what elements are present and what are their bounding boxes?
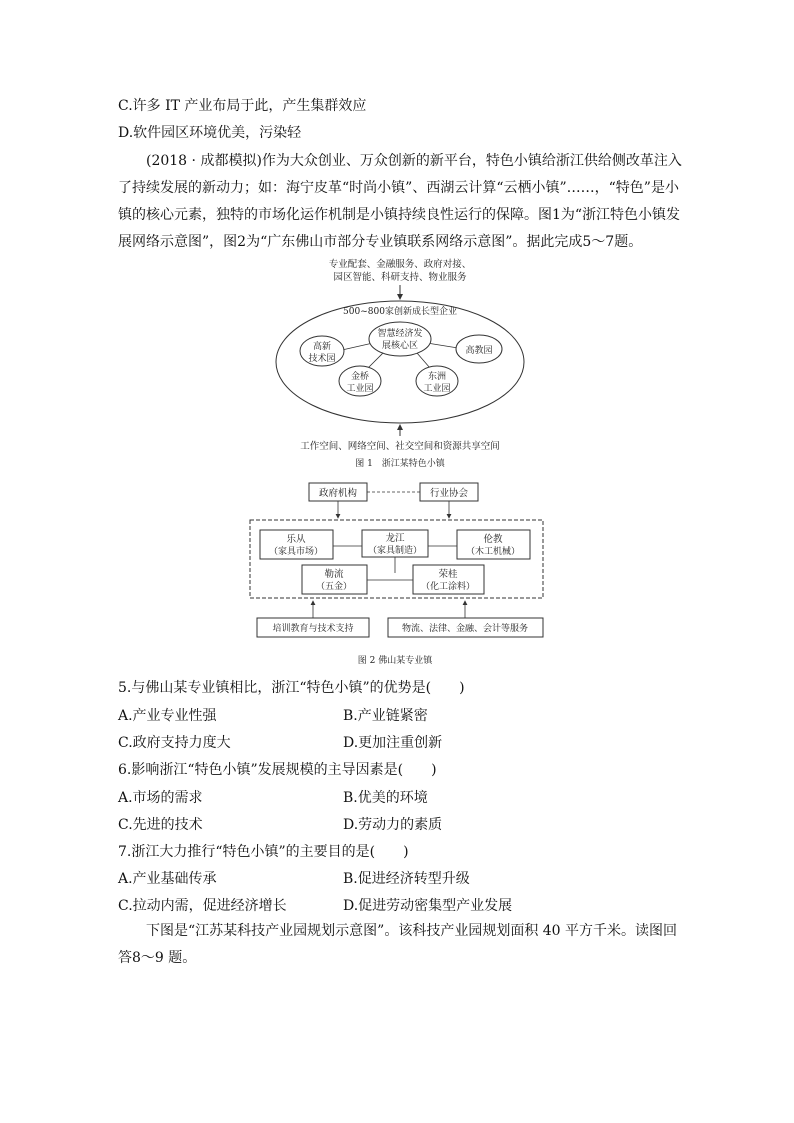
fig2-longjiang-2: （家具制造） [367,546,423,556]
fig1-bl-line1: 金桥 [350,372,370,382]
fig1-link-br [417,353,430,368]
question-7-option-b: B.促进经济转型升级 [343,871,470,887]
fig1-link-right [427,343,458,348]
fig1-br-line1: 东洲 [427,372,447,382]
fig1-core-line1: 智慧经济发 [377,329,423,339]
fig2-gov: 政府机构 [318,488,358,499]
question-5-option-b: B.产业链紧密 [343,708,428,724]
fig2-caption: 图 2 佛山某专业镇 [357,656,433,666]
fig1-caption: 图 1 浙江某特色小镇 [355,459,445,469]
figure-2-diagram [245,478,550,670]
fig1-outer-label: 500~800家创新成长型企业 [343,307,457,317]
question-7-stem: 7.浙江大力推行“特色小镇”的主要目的是( ) [118,844,409,860]
fig1-left-line2: 技术园 [308,354,336,364]
question-5-option-d: D.更加注重创新 [343,735,443,751]
question-6-option-b: B.优美的环境 [343,790,428,806]
fig1-bottom-line: 工作空间、网络空间、社交空间和资源共享空间 [300,441,500,452]
question-5-option-a: A.产业专业性强 [118,708,217,724]
fig2-lunjiao-2: （木工机械） [465,547,521,557]
question-6-option-a: A.市场的需求 [118,790,203,806]
fig1-br-line2: 工业园 [423,384,451,394]
question-7-option-d: D.促进劳动密集型产业发展 [343,898,513,914]
figure-1-diagram [270,255,530,473]
closing-paragraph: 下图是“江苏某科技产业园规划示意图”。该科技产业园规划面积 40 平方千米。读图回答8～9 题。 [118,923,678,966]
question-7-option-a: A.产业基础传承 [118,871,217,887]
fig2-services: 物流、法律、金融、会计等服务 [401,624,529,634]
option-d-prev: D.软件园区环境优美，污染轻 [118,125,302,141]
fig1-link-bl [368,353,383,368]
fig1-core-line2: 展核心区 [381,341,419,351]
fig2-assoc: 行业协会 [429,488,469,499]
fig2-training: 培训教育与技术支持 [272,624,354,634]
fig1-left-line1: 高新 [312,342,332,352]
fig1-bl-line2: 工业园 [346,384,374,394]
fig1-link-left [342,343,373,350]
question-6-option-c: C.先进的技术 [118,817,203,833]
fig1-top-line1: 专业配套、金融服务、政府对接、 [328,259,472,270]
fig2-ronggui-1: 荣桂 [438,569,458,580]
fig2-leliu-2: （五金） [315,582,353,592]
question-5-option-c: C.政府支持力度大 [118,735,231,751]
question-5-stem: 5.与佛山某专业镇相比，浙江“特色小镇”的优势是( ) [118,680,465,696]
fig2-lecong-1: 乐从 [286,534,306,545]
fig2-lecong-2: （家具市场） [268,547,324,557]
option-c-prev: C.许多 IT 产业布局于此，产生集群效应 [118,98,367,114]
intro-paragraph: (2018 · 成都模拟)作为大众创业、万众创新的新平台，特色小镇给浙江供给侧改革注入了持续发展的新动力；如：海宁皮革“时尚小镇”、西湖云计算“云栖小镇”……，“特色”是小镇的核心元素，独特的市场化运作机制是小镇持续良性运行的保障。图1为“浙江特色小镇发展网络示意图”，图2为“广东佛山市部分专业镇联系网络示意图”。据此完成5～7题。 [118,153,682,250]
fig2-ronggui-2: （化工涂料） [420,582,476,592]
question-6-stem: 6.影响浙江“特色小镇”发展规模的主导因素是( ) [118,762,437,778]
question-6-option-d: D.劳动力的素质 [343,817,443,833]
question-7-option-c: C.拉动内需，促进经济增长 [118,898,287,914]
fig1-right-label: 高教园 [465,346,493,356]
fig1-top-line2: 园区智能、科研支持、物业服务 [333,272,467,283]
fig2-longjiang-1: 龙江 [385,533,405,544]
fig2-leliu-1: 勒流 [324,569,344,580]
fig2-lunjiao-1: 伦教 [483,534,503,545]
